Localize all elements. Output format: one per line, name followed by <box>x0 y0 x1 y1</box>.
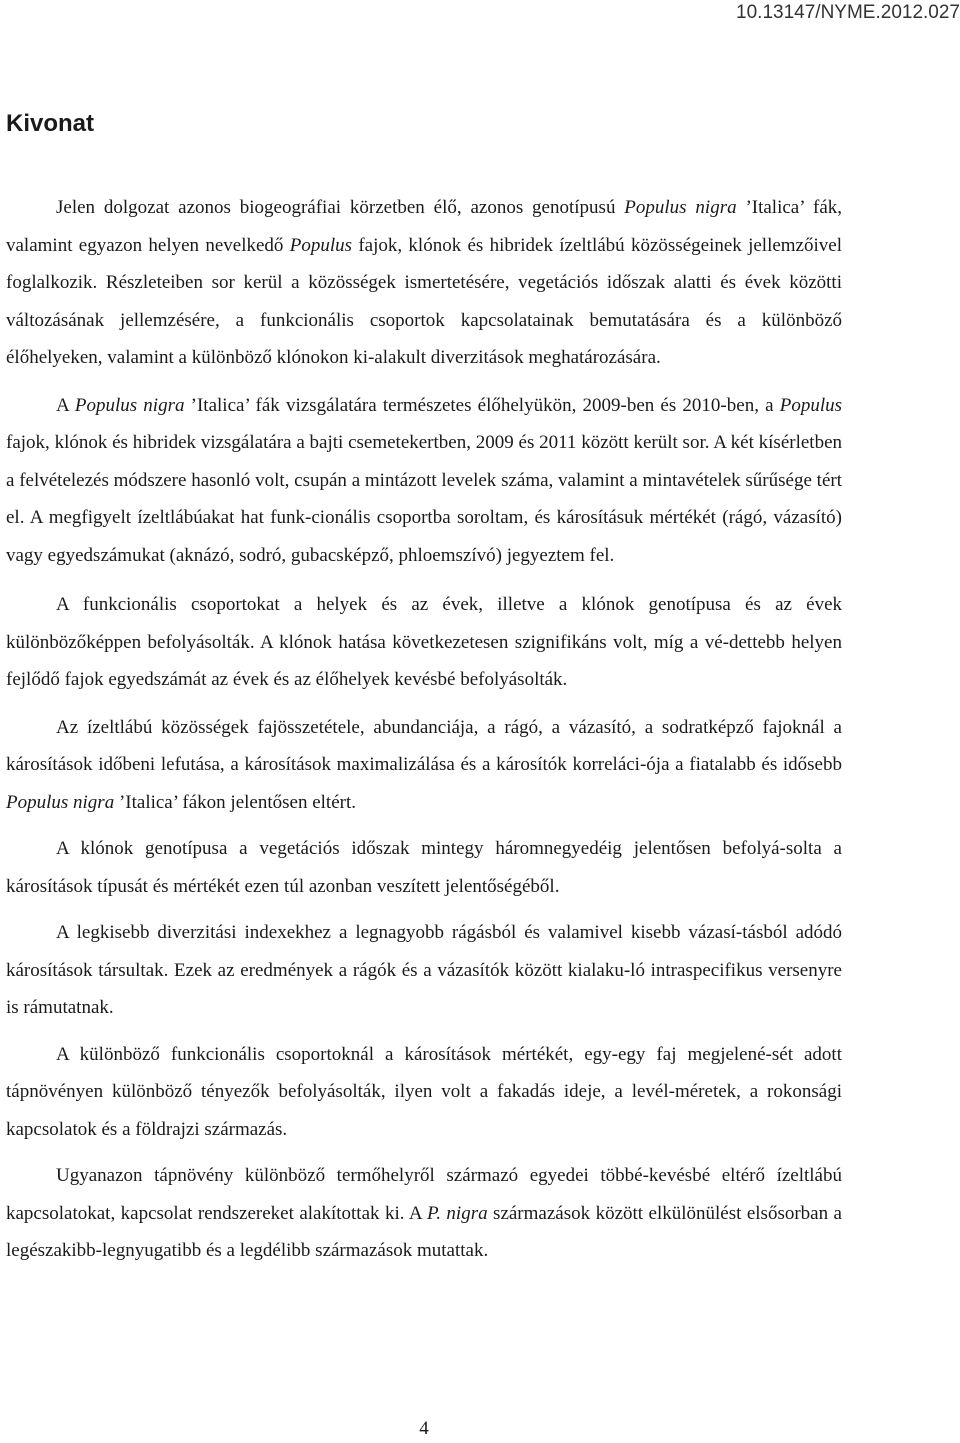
text-run: Jelen dolgozat azonos biogeográfiai körzetben élő, azonos genotípusú <box>56 197 625 218</box>
text-run: Ugyanazon tápnövény különböző termőhelyről származó egyedei többé-kevésbé eltérő ízeltlábú kapcsolatokat, kapcsolat rendszereket alakítottak ki. A <box>6 1165 842 1224</box>
text-run: A funkcionális csoportokat a helyek és az évek, illetve a klónok genotípusa és az évek különbözőképpen befolyásolták. A klónok hatása következetesen szignifikáns volt, míg a vé-dettebb helyen fejlődő fajok egyedszámát az évek és az élőhelyek kevésbé befolyásolták. <box>6 594 842 690</box>
text-run: ’Italica’ fák vizsgálatára természetes élőhelyükön, 2009-ben és 2010-ben, a <box>184 394 780 416</box>
doi-header: 10.13147/NYME.2012.027 <box>736 2 960 23</box>
text-run: ’Italica’ fákon jelentősen eltért. <box>114 791 356 813</box>
text-run: származások között elkülönülést elsősorban a legészakibb-legnyugatibb és a legdélibb származások mutattak. <box>6 1202 842 1261</box>
paragraph <box>6 387 842 575</box>
paragraph <box>6 709 842 822</box>
section-title: Kivonat <box>6 110 95 137</box>
paragraph <box>6 830 842 905</box>
paragraph <box>6 1157 842 1270</box>
paragraph <box>6 586 842 699</box>
text-run: A <box>56 394 75 416</box>
taxon-name: Populus nigra <box>624 197 737 218</box>
text-run: fajok, klónok és hibridek ízeltlábú közösségeinek jellemzőivel foglalkozik. Részleteiben sor kerül a közösségek ismertetésére, vegetációs időszak alatti és évek közötti változásának jellemzésére, a funkcionális csoportok kapcsolatainak bemutatására és a különböző élőhelyeken, valamint a különböző klónokon ki-alakult diverzitások meghatározására. <box>6 234 842 368</box>
text-run: A legkisebb diverzitási indexekhez a legnagyobb rágásból és valamivel kisebb vázasí-tásból adódó károsítások társultak. Ezek az eredmények a rágók és a vázasítók között kialaku-ló intraspecifikus versenyre is rámutatnak. <box>6 922 842 1018</box>
text-run: A klónok genotípusa a vegetációs időszak mintegy háromnegyedéig jelentősen befolyá-solta a károsítások típusát és mértékét ezen túl azonban veszített jelentőségéből. <box>6 838 842 897</box>
text-run: ’Italica’ fák, valamint egyazon helyen nevelkedő <box>6 197 843 256</box>
paragraph <box>6 1036 842 1149</box>
taxon-name: P. nigra <box>427 1202 488 1224</box>
abstract-body <box>6 189 842 1270</box>
taxon-name: Populus <box>289 234 353 256</box>
page-number: 4 <box>419 1418 429 1439</box>
text-run: fajok, klónok és hibridek vizsgálatára a bajti csemetekertben, 2009 és 2011 között került sor. A két kísérletben a felvételezés módszere hasonló volt, csupán a mintázott levelek száma, valamint a mintavételek sűrűsége tért el. A megfigyelt ízeltlábúakat hat funk-cionális csoportba soroltam, és károsításuk mértékét (rágó, vázasító) vagy egyedszámukat (aknázó, sodró, gubacsképző, phloemszívó) jegyeztem fel. <box>6 432 842 566</box>
taxon-name: Populus <box>779 394 842 416</box>
paragraph <box>6 914 842 1027</box>
taxon-name: Populus nigra <box>74 394 185 416</box>
paragraph <box>6 189 842 377</box>
text-run: A különböző funkcionális csoportoknál a károsítások mértékét, egy-egy faj megjelené-sét adott tápnövényen különböző tényezők befolyásolták, ilyen volt a fakadás ideje, a levél-méretek, a rokonsági kapcsolatok és a földrajzi származás. <box>6 1043 842 1140</box>
taxon-name: Populus nigra <box>6 791 115 813</box>
text-run: Az ízeltlábú közösségek fajösszetétele, abundanciája, a rágó, a vázasító, a sodratképző fajoknál a károsítások időbeni lefutása, a károsítások maximalizálása és a károsítók korreláci-ója a fiatalabb és idősebb <box>6 716 842 775</box>
